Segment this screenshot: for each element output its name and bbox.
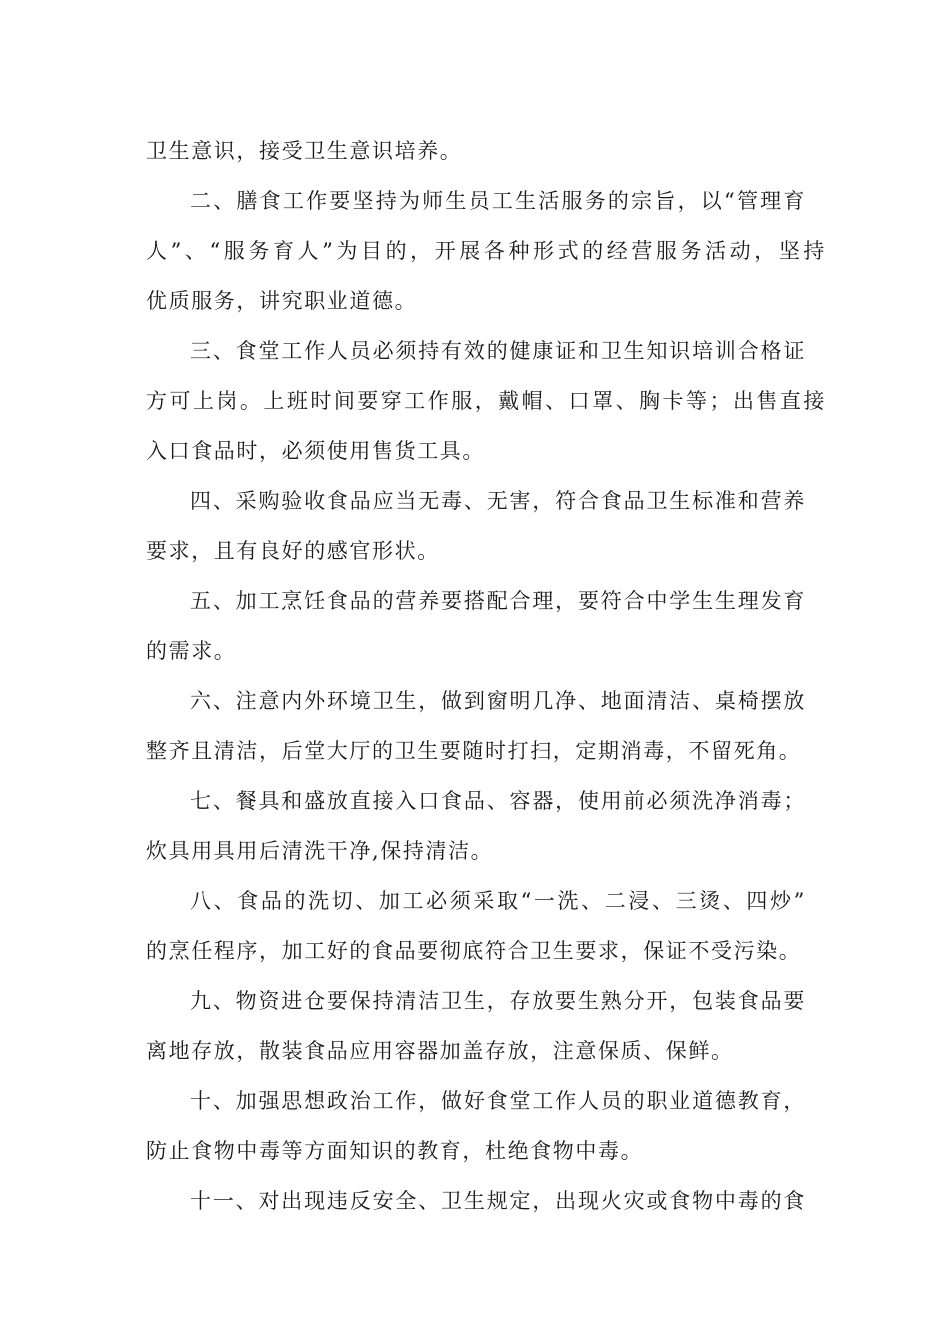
text-line: 七、餐具和盛放直接入口食品、容器，使用前必须洗净消毒； bbox=[190, 789, 806, 813]
text-line: 方可上岗。上班时间要穿工作服，戴帽、口罩、胸卡等；出售直接 bbox=[146, 389, 826, 413]
text-line: 人”、“服务育人”为目的，开展各种形式的经营服务活动，坚持 bbox=[146, 239, 826, 263]
text-line: 炊具用具用后清洗干净,保持清洁。 bbox=[146, 839, 494, 863]
text-line: 八、食品的洗切、加工必须采取“一洗、二浸、三烫、四炒” bbox=[190, 889, 806, 913]
text-line: 六、注意内外环境卫生，做到窗明几净、地面清洁、桌椅摆放 bbox=[190, 689, 806, 713]
text-line: 离地存放，散装食品应用容器加盖存放，注意保质、保鲜。 bbox=[146, 1039, 734, 1063]
text-line: 十一、对出现违反安全、卫生规定，出现火灾或食物中毒的食 bbox=[190, 1189, 806, 1213]
text-line: 防止食物中毒等方面知识的教育，杜绝食物中毒。 bbox=[146, 1139, 644, 1163]
text-line: 卫生意识，接受卫生意识培养。 bbox=[146, 139, 463, 163]
text-line: 的需求。 bbox=[146, 639, 237, 663]
text-line: 的烹任程序，加工好的食品要彻底符合卫生要求，保证不受污染。 bbox=[146, 939, 802, 963]
text-line: 五、加工烹饪食品的营养要搭配合理，要符合中学生生理发育 bbox=[190, 589, 806, 613]
text-line: 二、膳食工作要坚持为师生员工生活服务的宗旨，以“管理育 bbox=[190, 189, 806, 213]
text-line: 优质服务，讲究职业道德。 bbox=[146, 289, 418, 313]
text-line: 要求，且有良好的感官形状。 bbox=[146, 539, 440, 563]
text-line: 整齐且清洁，后堂大厅的卫生要随时打扫，定期消毒，不留死角。 bbox=[146, 739, 802, 763]
text-line: 四、采购验收食品应当无毒、无害，符合食品卫生标准和营养 bbox=[190, 489, 806, 513]
text-line: 十、加强思想政治工作，做好食堂工作人员的职业道德教育， bbox=[190, 1089, 806, 1113]
text-line: 入口食品时，必须使用售货工具。 bbox=[146, 439, 485, 463]
text-line: 九、物资进仓要保持清洁卫生，存放要生熟分开，包装食品要 bbox=[190, 989, 806, 1013]
text-line: 三、食堂工作人员必须持有效的健康证和卫生知识培训合格证 bbox=[190, 339, 806, 363]
